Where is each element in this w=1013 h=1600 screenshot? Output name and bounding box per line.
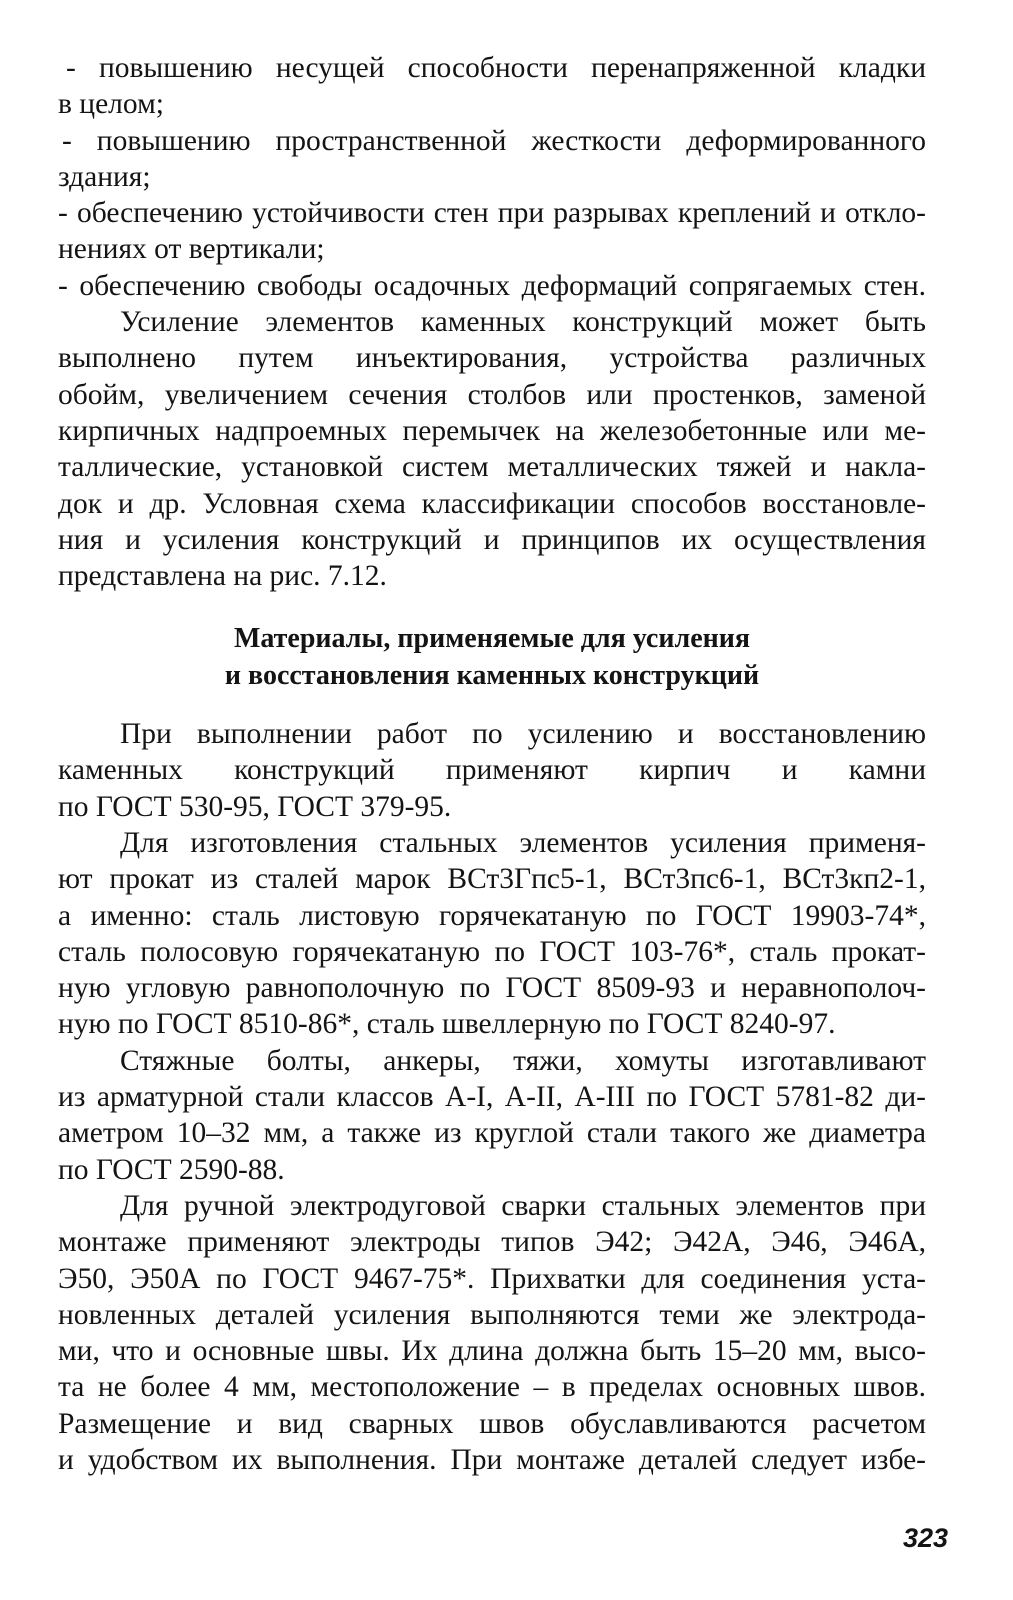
intro-line-2: выполнено путем инъектирования, устройства различных <box>58 342 926 375</box>
para2-line-1: Для изготовления стальных элементов усиления применя- <box>120 826 926 859</box>
para4-line-5: ми, что и основные швы. Их длина должна быть 15–20 мм, высо- <box>58 1335 926 1368</box>
page-body <box>58 50 926 1478</box>
para2-line-6: ную по ГОСТ 8510-86*, сталь швеллерную по ГОСТ 8240-97. <box>58 1008 836 1041</box>
para2-line-4: сталь полосовую горячекатаную по ГОСТ 103-76*, сталь прокат- <box>58 935 926 968</box>
para1-line-3: по ГОСТ 530-95, ГОСТ 379-95. <box>58 790 452 823</box>
intro-line-6: док и др. Условная схема классификации способов восстановле- <box>58 487 926 520</box>
section-heading-line-2: и восстановления каменных конструкций <box>224 659 760 691</box>
para3-line-1: Стяжные болты, анкеры, тяжи, хомуты изготавливают <box>120 1044 926 1077</box>
list-item-2-line-2: здания; <box>58 160 151 193</box>
list-item-2-line-1: - повышению пространственной жесткости деформированного <box>62 124 926 157</box>
intro-line-5: таллические, установкой систем металлических тяжей и накла- <box>58 451 926 484</box>
para3-line-4: по ГОСТ 2590-88. <box>58 1153 285 1186</box>
para4-line-3: Э50, Э50А по ГОСТ 9467-75*. Прихватки для соединения уста- <box>58 1262 926 1295</box>
para2-line-3: а именно: сталь листовую горячекатаную по ГОСТ 19903-74*, <box>58 899 926 932</box>
intro-line-1: Усиление элементов каменных конструкций может быть <box>120 306 926 339</box>
para4-line-4: новленных деталей усиления выполняются теми же электрода- <box>58 1298 926 1331</box>
para3-line-2: из арматурной стали классов А-I, А-II, А-III по ГОСТ 5781-82 ди- <box>58 1081 926 1114</box>
para3-line-3: аметром 10–32 мм, а также из круглой стали такого же диаметра <box>58 1117 926 1150</box>
intro-line-8: представлена на рис. 7.12. <box>58 560 387 593</box>
list-item-1-line-1: - повышению несущей способности перенапряженной кладки <box>66 52 926 84</box>
intro-line-4: кирпичных надпроемных перемычек на железобетонные или ме- <box>58 414 926 447</box>
list-item-4-line-1: - обеспечению свободы осадочных деформаций сопрягаемых стен. <box>58 269 926 302</box>
para2-line-2: ют прокат из сталей марок ВСт3Гпс5-1, ВСт3пс6-1, ВСт3кп2-1, <box>58 863 926 896</box>
para4-line-6: та не более 4 мм, местоположение – в пределах основных швов. <box>58 1371 926 1404</box>
para1-line-1: При выполнении работ по усилению и восстановлению <box>120 718 926 751</box>
para2-line-5: ную угловую равнополочную по ГОСТ 8509-93 и неравнополоч- <box>58 972 926 1005</box>
section-heading-line-1: Материалы, применяемые для усиления <box>233 623 751 655</box>
intro-line-7: ния и усиления конструкций и принципов их осуществления <box>58 523 926 556</box>
intro-line-3: обойм, увеличением сечения столбов или простенков, заменой <box>58 378 926 411</box>
para4-line-8: и удобством их выполнения. При монтаже деталей следует избе- <box>58 1443 926 1476</box>
list-item-3-line-1: - обеспечению устойчивости стен при разрывах креплений и откло- <box>58 197 926 230</box>
para4-line-1: Для ручной электродуговой сварки стальных элементов при <box>120 1189 926 1222</box>
page-number: 323 <box>902 1523 948 1553</box>
list-item-1-line-2: в целом; <box>58 88 164 121</box>
para4-line-7: Размещение и вид сварных швов обуславливаются расчетом <box>58 1407 926 1440</box>
para1-line-2: каменных конструкций применяют кирпич и камни <box>58 754 926 787</box>
list-item-3-line-2: нениях от вертикали; <box>58 233 325 266</box>
para4-line-2: монтаже применяют электроды типов Э42; Э42А, Э46, Э46А, <box>58 1226 926 1259</box>
